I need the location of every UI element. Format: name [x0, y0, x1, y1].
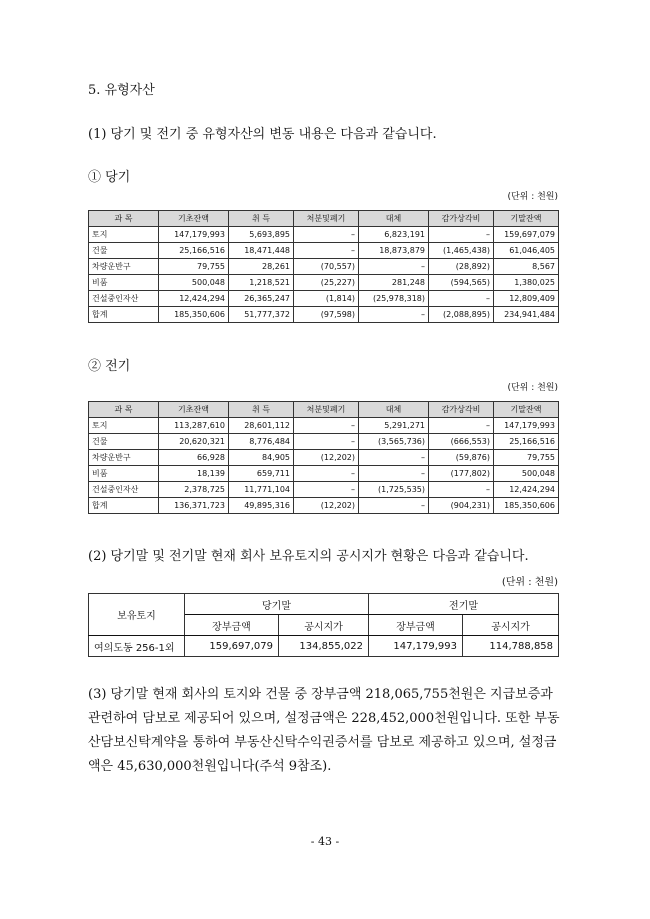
- table-row: [89, 418, 559, 434]
- row-label-cell: 건물: [89, 434, 159, 450]
- row-label-cell: 토지: [89, 227, 159, 243]
- row-label-cell: 차량운반구: [89, 259, 159, 275]
- table-row: [89, 482, 559, 498]
- column-header: 감가상각비: [429, 211, 494, 227]
- value-cell: –: [429, 482, 494, 498]
- value-cell: –: [359, 466, 429, 482]
- table-row: [89, 259, 559, 275]
- value-cell: 28,261: [229, 259, 294, 275]
- value-cell: 79,755: [494, 450, 559, 466]
- value-cell: 185,350,606: [159, 307, 229, 323]
- section-title: 5. 유형자산: [88, 83, 155, 98]
- value-cell: (3,565,736): [359, 434, 429, 450]
- value-cell: 66,928: [159, 450, 229, 466]
- column-header: 기말잔액: [494, 402, 559, 418]
- value-cell: (594,565): [429, 275, 494, 291]
- value-cell: –: [359, 259, 429, 275]
- row-label-cell: 합계: [89, 307, 159, 323]
- table-row: [89, 498, 559, 514]
- current-period-header: 당기말: [185, 594, 369, 615]
- value-cell: –: [294, 482, 359, 498]
- value-cell: 1,218,521: [229, 275, 294, 291]
- column-header: 기초잔액: [159, 211, 229, 227]
- value-cell: 147,179,993: [494, 418, 559, 434]
- previous-book-value-cell: 147,179,993: [369, 636, 463, 657]
- value-cell: 234,941,484: [494, 307, 559, 323]
- value-cell: (1,814): [294, 291, 359, 307]
- value-cell: 26,365,247: [229, 291, 294, 307]
- column-header: 기말잔액: [494, 211, 559, 227]
- current-book-value-cell: 159,697,079: [185, 636, 279, 657]
- value-cell: (97,598): [294, 307, 359, 323]
- value-cell: (28,892): [429, 259, 494, 275]
- value-cell: (2,088,895): [429, 307, 494, 323]
- table-header-row: [89, 402, 559, 418]
- value-cell: 500,048: [159, 275, 229, 291]
- value-cell: –: [294, 466, 359, 482]
- table-row: [89, 450, 559, 466]
- previous-official-price-header: 공시지가: [463, 615, 559, 636]
- current-book-value-header: 장부금액: [185, 615, 279, 636]
- value-cell: 6,823,191: [359, 227, 429, 243]
- value-cell: (904,231): [429, 498, 494, 514]
- row-label-cell: 비품: [89, 466, 159, 482]
- value-cell: 12,424,294: [159, 291, 229, 307]
- previous-asset-table: [88, 401, 559, 514]
- previous-unit-label: (단위 : 천원): [507, 383, 558, 393]
- row-label-cell: 차량운반구: [89, 450, 159, 466]
- current-unit-label: (단위 : 천원): [507, 192, 558, 202]
- value-cell: 18,873,879: [359, 243, 429, 259]
- row-label-cell: 건설중인자산: [89, 482, 159, 498]
- value-cell: 659,711: [229, 466, 294, 482]
- value-cell: (666,553): [429, 434, 494, 450]
- value-cell: –: [294, 243, 359, 259]
- table-row: [89, 291, 559, 307]
- value-cell: –: [294, 418, 359, 434]
- land-intro-text: (2) 당기말 및 전기말 현재 회사 보유토지의 공시지가 현황은 다음과 같습니다.: [88, 549, 529, 564]
- page-number: - 43 -: [310, 835, 340, 848]
- value-cell: 8,776,484: [229, 434, 294, 450]
- column-header: 처분및폐기: [294, 402, 359, 418]
- value-cell: 20,620,321: [159, 434, 229, 450]
- value-cell: (25,978,318): [359, 291, 429, 307]
- value-cell: 28,601,112: [229, 418, 294, 434]
- value-cell: 12,424,294: [494, 482, 559, 498]
- current-period-subtitle: ① 당기: [88, 170, 131, 185]
- value-cell: 1,380,025: [494, 275, 559, 291]
- value-cell: (12,202): [294, 498, 359, 514]
- table-row: [89, 227, 559, 243]
- value-cell: 84,905: [229, 450, 294, 466]
- previous-period-subtitle: ② 전기: [88, 359, 131, 374]
- value-cell: (25,227): [294, 275, 359, 291]
- value-cell: 12,809,409: [494, 291, 559, 307]
- row-label-cell: 토지: [89, 418, 159, 434]
- row-label-cell: 건물: [89, 243, 159, 259]
- value-cell: –: [429, 418, 494, 434]
- previous-official-price-cell: 114,788,858: [463, 636, 559, 657]
- table-row: [89, 434, 559, 450]
- value-cell: (12,202): [294, 450, 359, 466]
- value-cell: –: [359, 498, 429, 514]
- row-label-cell: 비품: [89, 275, 159, 291]
- value-cell: 18,471,448: [229, 243, 294, 259]
- value-cell: –: [294, 227, 359, 243]
- value-cell: (177,802): [429, 466, 494, 482]
- value-cell: (1,465,438): [429, 243, 494, 259]
- current-official-price-header: 공시지가: [279, 615, 369, 636]
- land-name-cell: 여의도동 256-1외: [89, 636, 185, 657]
- column-header: 취 득: [229, 402, 294, 418]
- value-cell: 18,139: [159, 466, 229, 482]
- value-cell: 500,048: [494, 466, 559, 482]
- value-cell: 5,693,895: [229, 227, 294, 243]
- value-cell: 51,777,372: [229, 307, 294, 323]
- column-header: 기초잔액: [159, 402, 229, 418]
- collateral-paragraph: (3) 당기말 현재 회사의 토지와 건물 중 장부금액 218,065,755천원은 지급보증과 관련하여 담보로 제공되어 있으며, 설정금액은 228,452,000천원입니다. 또한 부동산담보신탁계약을 통하여 부동산신탁수익권증서를 담보로 제공하고 있으며, 설정금액은 45,630,000천원입니다(주석 9참조).: [88, 687, 560, 774]
- value-cell: 2,378,725: [159, 482, 229, 498]
- column-header: 취 득: [229, 211, 294, 227]
- row-label-cell: 건설중인자산: [89, 291, 159, 307]
- row-label-cell: 합계: [89, 498, 159, 514]
- table-row: [89, 466, 559, 482]
- change-intro-text: (1) 당기 및 전기 중 유형자산의 변동 내용은 다음과 같습니다.: [88, 127, 437, 142]
- value-cell: 25,166,516: [494, 434, 559, 450]
- value-cell: 5,291,271: [359, 418, 429, 434]
- value-cell: 25,166,516: [159, 243, 229, 259]
- value-cell: –: [429, 227, 494, 243]
- value-cell: –: [429, 291, 494, 307]
- value-cell: 11,771,104: [229, 482, 294, 498]
- table-header-row: [89, 211, 559, 227]
- value-cell: 79,755: [159, 259, 229, 275]
- previous-period-header: 전기말: [369, 594, 559, 615]
- value-cell: –: [359, 307, 429, 323]
- value-cell: –: [359, 450, 429, 466]
- column-header: 과 목: [89, 402, 159, 418]
- column-header: 과 목: [89, 211, 159, 227]
- owned-land-header: 보유토지: [89, 594, 185, 636]
- current-asset-table: [88, 210, 559, 323]
- value-cell: 281,248: [359, 275, 429, 291]
- value-cell: 8,567: [494, 259, 559, 275]
- value-cell: –: [294, 434, 359, 450]
- value-cell: 49,895,316: [229, 498, 294, 514]
- value-cell: 159,697,079: [494, 227, 559, 243]
- value-cell: 113,287,610: [159, 418, 229, 434]
- value-cell: 136,371,723: [159, 498, 229, 514]
- land-unit-label: (단위 : 천원): [501, 577, 558, 588]
- table-row: [89, 275, 559, 291]
- current-official-price-cell: 134,855,022: [279, 636, 369, 657]
- table-row: [89, 243, 559, 259]
- column-header: 감가상각비: [429, 402, 494, 418]
- value-cell: 185,350,606: [494, 498, 559, 514]
- table-row: [89, 636, 559, 657]
- value-cell: 147,179,993: [159, 227, 229, 243]
- value-cell: (1,725,535): [359, 482, 429, 498]
- table-row: [89, 307, 559, 323]
- value-cell: (59,876): [429, 450, 494, 466]
- value-cell: 61,046,405: [494, 243, 559, 259]
- previous-book-value-header: 장부금액: [369, 615, 463, 636]
- value-cell: (70,557): [294, 259, 359, 275]
- column-header: 처분및폐기: [294, 211, 359, 227]
- column-header: 대체: [359, 211, 429, 227]
- column-header: 대체: [359, 402, 429, 418]
- land-price-table: [88, 593, 559, 657]
